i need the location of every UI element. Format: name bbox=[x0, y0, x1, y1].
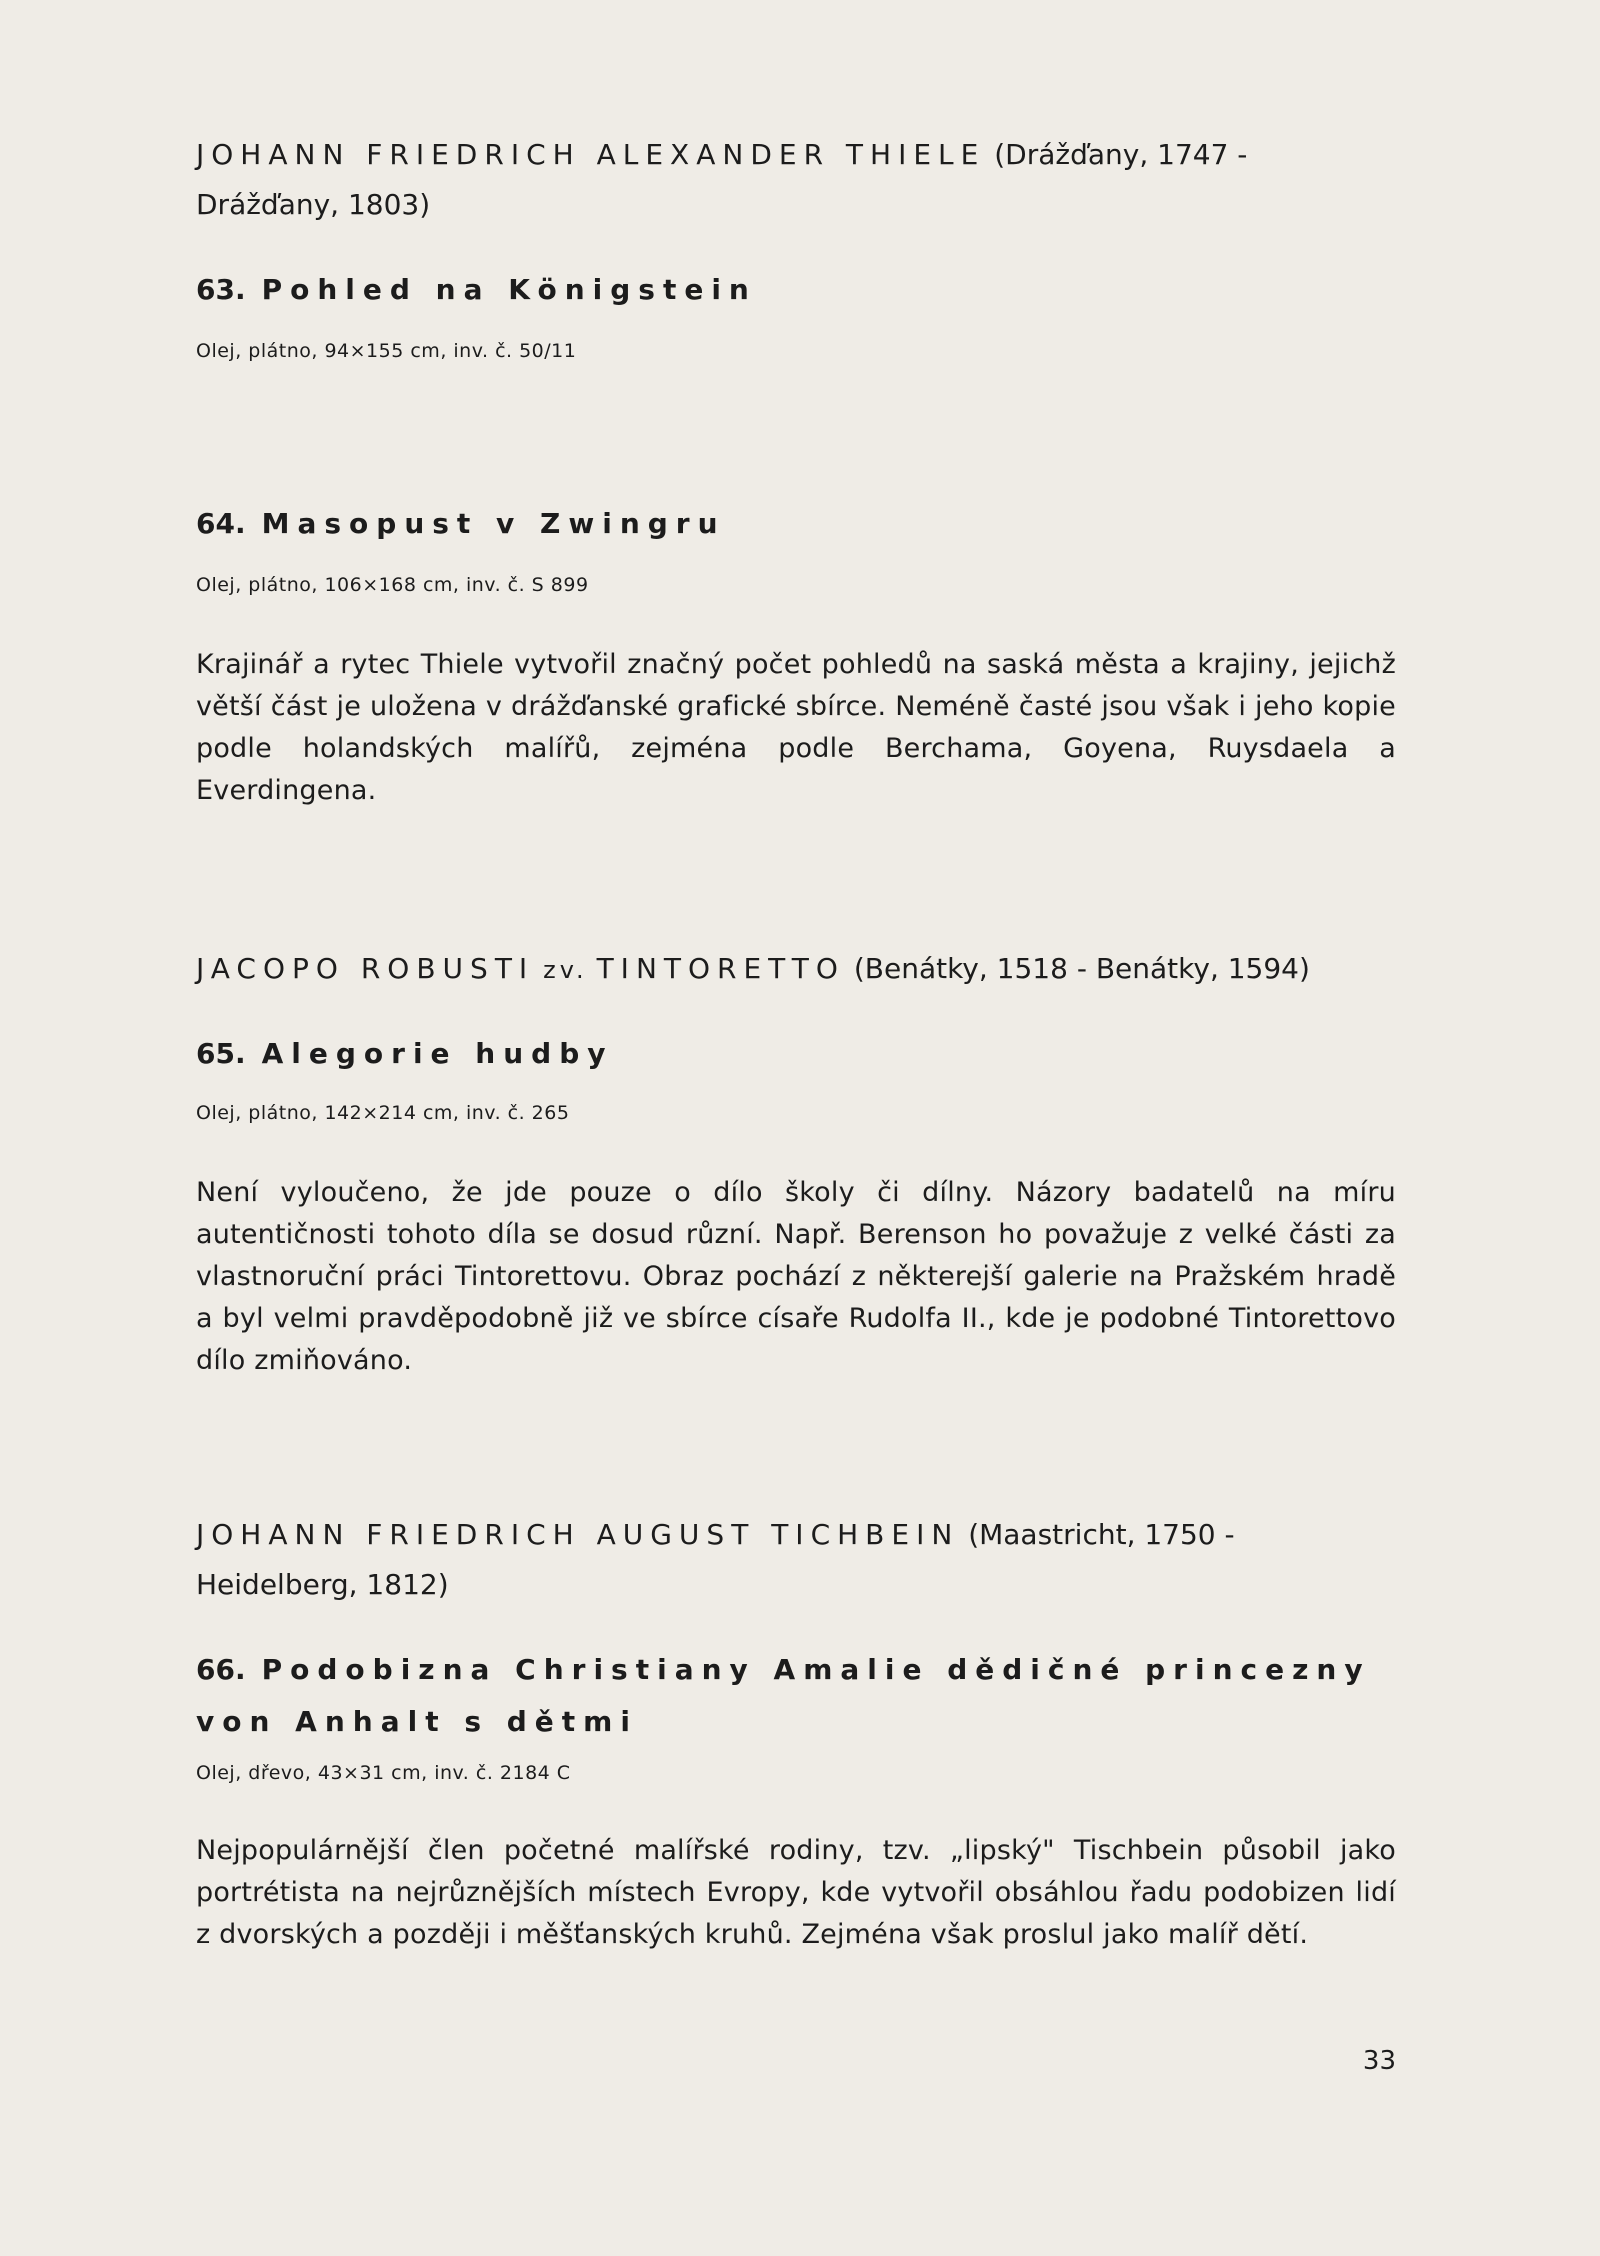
work-number: 64. bbox=[196, 507, 246, 540]
artist-life-dates: (Drážďany, 1747 - Drážďany, 1803) bbox=[196, 138, 1248, 221]
work-title-65 bbox=[196, 1028, 1396, 1080]
artist-description-tintoretto: Není vyloučeno, že jde pouze o dílo školy či dílny. Názory badatelů na míru autentičnosti tohoto díla se dosud různí. Např. Berenson ho považuje z velké části za vlastnoruční práci Tintorettovu. Obraz pochází z některejší galerie na Pražském hradě a byl velmi pravděpodobně již ve sbírce císaře Rudolfa II., kde je podobné Tintorettovo dílo zmiňováno. bbox=[196, 1177, 1396, 1376]
work-number: 65. bbox=[196, 1037, 246, 1070]
work-number: 63. bbox=[196, 273, 246, 306]
artist-life-dates: (Maastricht, 1750 - Heidelberg, 1812) bbox=[196, 1518, 1235, 1601]
work-name: Podobizna Christiany Amalie dědičné princezny von Anhalt s dětmi bbox=[196, 1653, 1371, 1738]
page-number: 33 bbox=[1362, 2046, 1396, 2076]
work-meta-63: Olej, plátno, 94×155 cm, inv. č. 50/11 bbox=[196, 340, 577, 362]
work-title-63 bbox=[196, 264, 1396, 316]
work-meta-66: Olej, dřevo, 43×31 cm, inv. č. 2184 C bbox=[196, 1762, 571, 1784]
work-meta-64: Olej, plátno, 106×168 cm, inv. č. S 899 bbox=[196, 574, 589, 596]
artist-life-dates: (Benátky, 1518 - Benátky, 1594) bbox=[853, 952, 1310, 985]
work-title-66 bbox=[196, 1644, 1396, 1748]
artist-name: JOHANN FRIEDRICH AUGUST TICHBEIN bbox=[196, 1518, 960, 1551]
work-name: Masopust v Zwingru bbox=[261, 507, 726, 540]
artist-alias-marker: zv. bbox=[543, 956, 588, 984]
artist-heading-tischbein bbox=[196, 1510, 1396, 1610]
work-title-64 bbox=[196, 498, 1396, 550]
artist-description-tischbein: Nejpopulárnější člen početné malířské rodiny, tzv. „lipský" Tischbein působil jako portrétista na nejrůznějších místech Evropy, kde vytvořil obsáhlou řadu podobizen lidí z dvorských a později i měšťanských kruhů. Zejména však proslul jako malíř dětí. bbox=[196, 1835, 1396, 1950]
artist-name: JOHANN FRIEDRICH ALEXANDER THIELE bbox=[196, 138, 986, 171]
artist-name: JACOPO ROBUSTI bbox=[196, 952, 535, 985]
work-number: 66. bbox=[196, 1653, 246, 1686]
catalog-page bbox=[196, 0, 1396, 2256]
artist-description-thiele: Krajinář a rytec Thiele vytvořil značný počet pohledů na saská města a krajiny, jejichž větší část je uložena v drážďanské grafické sbírce. Neméně časté jsou však i jeho kopie podle holandských malířů, zejména podle Berchama, Goyena, Ruysdaela a Everdingena. bbox=[196, 649, 1396, 806]
artist-heading-thiele bbox=[196, 130, 1396, 230]
artist-heading-tintoretto bbox=[196, 944, 1396, 995]
work-meta-65: Olej, plátno, 142×214 cm, inv. č. 265 bbox=[196, 1102, 570, 1124]
artist-alias: TINTORETTO bbox=[596, 952, 845, 985]
work-name: Pohled na Königstein bbox=[261, 273, 757, 306]
work-name: Alegorie hudby bbox=[261, 1037, 614, 1070]
